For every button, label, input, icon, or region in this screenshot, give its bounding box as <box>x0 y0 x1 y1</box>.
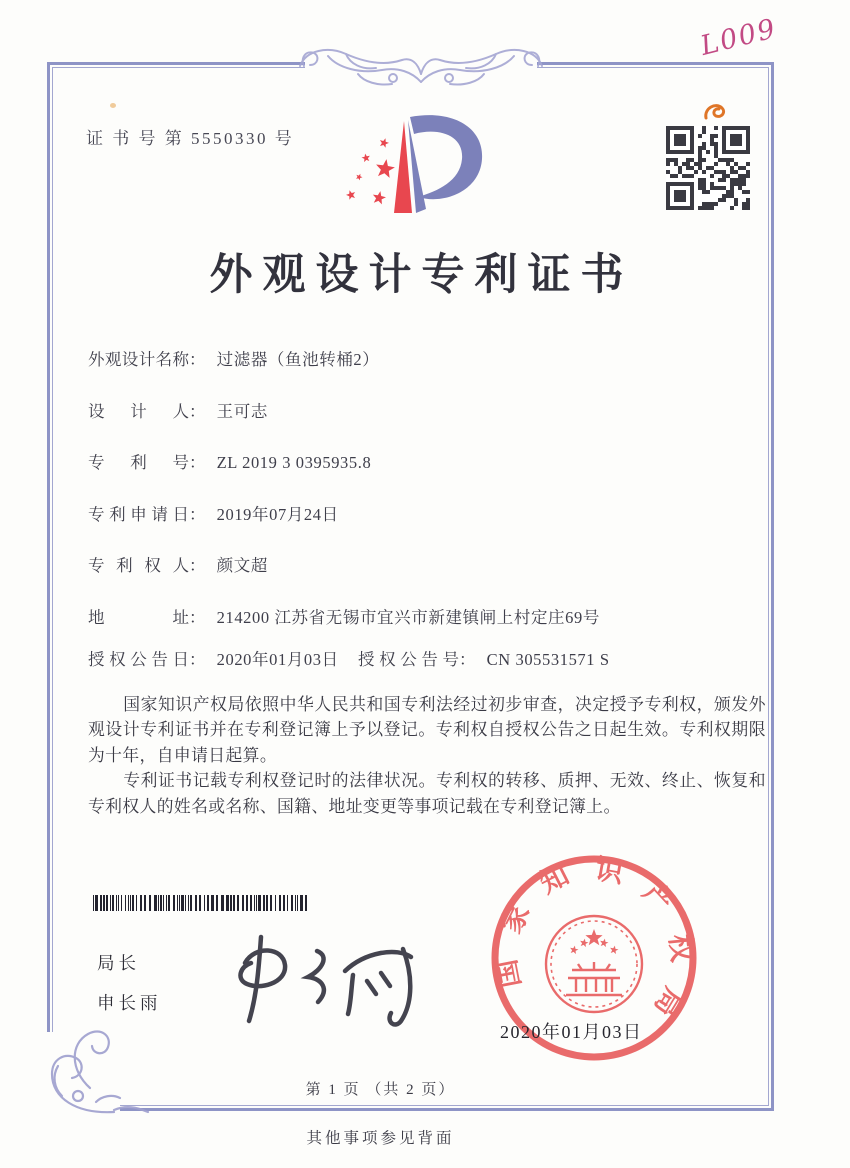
seal-emblem <box>546 916 642 1012</box>
field-label: 专利号 <box>88 453 189 472</box>
legal-paragraph: 国家知识产权局依照中华人民共和国专利法经过初步审查，决定授予专利权，颁发外观设计专利证书并在专利登记簿上予以登记。专利权自授权公告之日起生效。专利权期限为十年，自申请日起算。 <box>88 695 766 765</box>
seal-date: 2020年01月03日 <box>500 1022 643 1042</box>
logo-p-shape <box>394 115 482 213</box>
field-value: 2019年07月24日 <box>216 505 339 524</box>
logo-stars <box>346 138 395 204</box>
field-grant-number: 授权公告号： CN 305531571 S <box>358 650 610 669</box>
field-designer: 设计人： 王可志 <box>88 402 268 421</box>
signer-block <box>97 953 162 1013</box>
signature-shen-changyu <box>225 925 430 1033</box>
legal-text <box>88 692 766 819</box>
field-label: 授权公告号 <box>358 650 459 669</box>
scan-speck <box>110 103 116 108</box>
field-label: 地址 <box>88 608 189 627</box>
field-value: 214200 江苏省无锡市宜兴市新建镇闸上村定庄69号 <box>216 608 600 627</box>
certificate-number: 证 书 号 第 5550330 号 <box>86 129 295 148</box>
top-border-flourish-ornament <box>298 44 544 100</box>
back-side-note: 其他事项参见背面 <box>306 1130 455 1147</box>
field-value: 2020年01月03日 <box>216 650 339 669</box>
field-patentee: 专利权人： 颜文超 <box>88 556 268 575</box>
field-value: 颜文超 <box>216 556 268 575</box>
field-design-name: 外观设计名称： 过滤器（鱼池转桶2） <box>88 350 380 369</box>
field-label: 专利权人 <box>88 556 189 575</box>
handwritten-note: L009 <box>697 13 781 62</box>
orange-pen-swirl-mark <box>702 100 728 124</box>
certificate-title: 外观设计专利证书 <box>209 252 634 299</box>
qr-code <box>666 126 750 210</box>
field-label: 外观设计名称 <box>88 350 189 369</box>
field-value: ZL 2019 3 0395935.8 <box>216 453 372 472</box>
field-address: 地址： 214200 江苏省无锡市宜兴市新建镇闸上村定庄69号 <box>88 608 600 627</box>
field-label: 专利申请日 <box>88 505 189 524</box>
field-grant-row: 授权公告日： 2020年01月03日 授权公告号： CN 305531571 S <box>88 650 610 669</box>
field-filing-date: 专利申请日： 2019年07月24日 <box>88 505 339 524</box>
signer-name: 申长雨 <box>97 993 162 1013</box>
field-value: CN 305531571 S <box>486 650 610 669</box>
seal-text: 国家知识产权局 <box>491 854 697 1022</box>
barcode <box>93 895 308 913</box>
page-indicator: 第 1 页 （共 2 页） <box>305 1082 456 1098</box>
bottom-left-corner-flourish-ornament <box>32 1026 152 1118</box>
field-value: 王可志 <box>216 402 268 421</box>
signer-title: 局长 <box>97 953 140 973</box>
field-label: 授权公告日 <box>88 650 189 669</box>
cnipa-logo <box>328 103 533 237</box>
field-value: 过滤器（鱼池转桶2） <box>216 350 380 369</box>
field-label: 设计人 <box>88 402 189 421</box>
field-patent-number: 专利号： ZL 2019 3 0395935.8 <box>88 453 372 472</box>
legal-paragraph: 专利证书记载专利权登记时的法律状况。专利权的转移、质押、无效、终止、恢复和专利权人的姓名或名称、国籍、地址变更等事项记载在专利登记簿上。 <box>88 771 766 816</box>
